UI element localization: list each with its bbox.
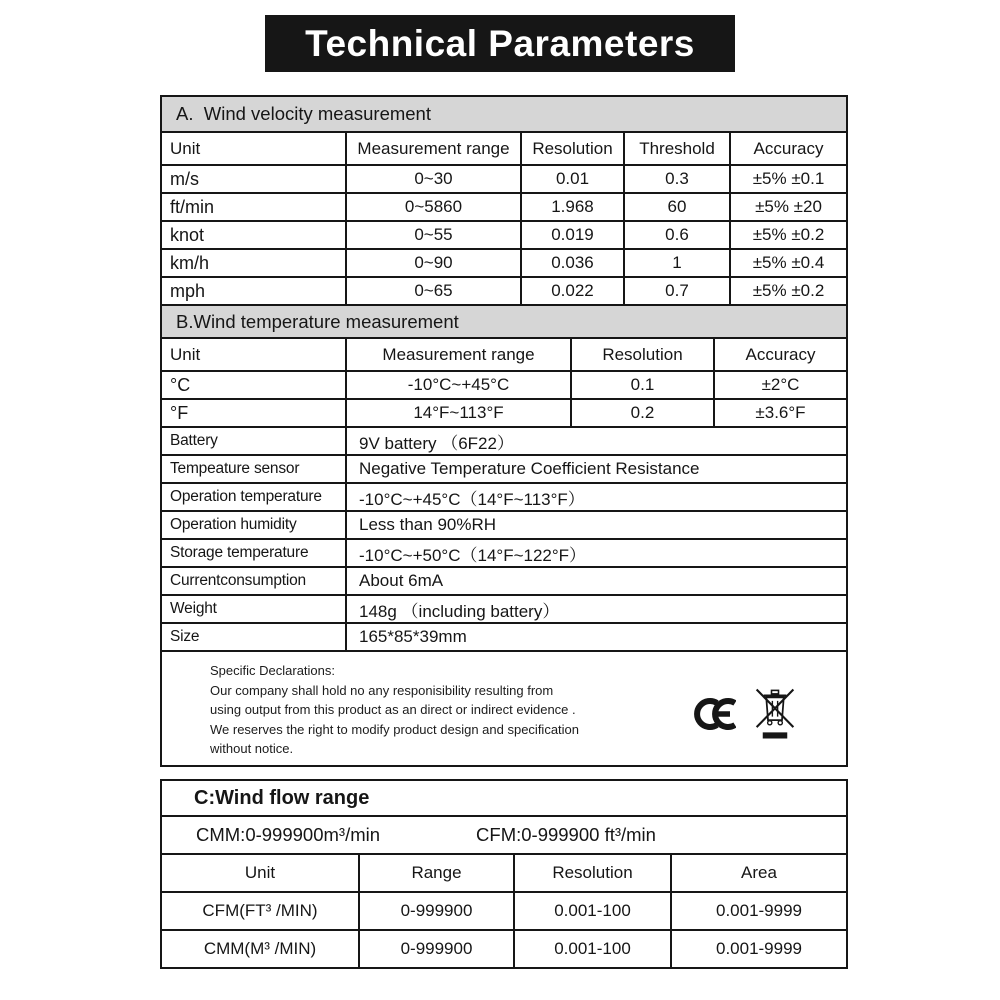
spec-value: 9V battery （6F22）	[359, 433, 514, 453]
cfm-range: CFM:0-999900 ft³/min	[476, 824, 656, 845]
area-cell: 0.001-9999	[715, 901, 803, 920]
cmm-range: CMM:0-999900m³/min	[196, 824, 381, 845]
table-row	[162, 891, 846, 929]
page-title	[265, 15, 735, 72]
wind-flow-ranges	[162, 815, 846, 853]
range-cell: 0~30	[347, 166, 522, 192]
table-row	[162, 398, 846, 426]
threshold-cell: 0.7	[625, 278, 731, 304]
range-cell: 14°F~113°F	[347, 400, 572, 426]
spec-table-main	[160, 95, 848, 767]
resolution-cell: 1.968	[522, 194, 625, 220]
unit-cell: ft/min	[162, 194, 347, 220]
threshold-cell: 60	[625, 194, 731, 220]
column-header: Unit	[162, 855, 360, 891]
spec-label: Currentconsumption	[162, 568, 347, 594]
weee-bin-icon	[754, 686, 796, 747]
spec-label: Tempeature sensor	[162, 456, 347, 482]
unit-cell: knot	[162, 222, 347, 248]
spec-value: About 6mA	[359, 571, 444, 590]
spec-row	[162, 426, 846, 454]
range-cell: 0-999900	[360, 931, 515, 967]
column-header: Resolution	[515, 855, 672, 891]
range-cell: 0~55	[347, 222, 522, 248]
declarations-block	[162, 650, 846, 763]
accuracy-cell: ±2°C	[761, 375, 800, 394]
range-cell: 0~5860	[347, 194, 522, 220]
spec-row	[162, 538, 846, 566]
declarations-line: without notice.	[210, 741, 294, 756]
accuracy-cell: ±5% ±0.2	[752, 281, 825, 300]
column-header: Resolution	[522, 133, 625, 164]
unit-cell: CFM(FT³ /MIN)	[162, 893, 360, 929]
unit-cell: CMM(M³ /MIN)	[162, 931, 360, 967]
range-cell: 0~65	[347, 278, 522, 304]
spec-value: 165*85*39mm	[359, 627, 467, 646]
spec-value: -10°C~+50°C（14°F~122°F）	[359, 545, 587, 565]
spec-row	[162, 482, 846, 510]
unit-cell: m/s	[162, 166, 347, 192]
declarations-line: using output from this product as an direct or indirect evidence .	[210, 702, 576, 717]
certification-icons	[686, 686, 796, 747]
column-header: Measurement range	[347, 339, 572, 370]
declarations-line: We reserves the right to modify product design and specification	[210, 721, 580, 737]
table-a-header-row	[162, 131, 846, 164]
ce-mark-icon	[686, 696, 736, 737]
threshold-cell: 0.3	[625, 166, 731, 192]
resolution-cell: 0.1	[572, 372, 715, 398]
column-header: Unit	[162, 339, 347, 370]
resolution-cell: 0.019	[522, 222, 625, 248]
unit-cell: °F	[162, 400, 347, 426]
resolution-cell: 0.2	[572, 400, 715, 426]
table-row	[162, 220, 846, 248]
range-cell: 0~90	[347, 250, 522, 276]
spec-row	[162, 510, 846, 538]
column-header: Range	[360, 855, 515, 891]
spec-row	[162, 454, 846, 482]
threshold-cell: 1	[625, 250, 731, 276]
spec-row	[162, 622, 846, 650]
unit-cell: °C	[162, 372, 347, 398]
column-header: Threshold	[625, 133, 731, 164]
section-c-heading: C:Wind flow range	[194, 786, 370, 809]
column-header: Accuracy	[745, 344, 816, 364]
range-cell: -10°C~+45°C	[347, 372, 572, 398]
column-header: Area	[741, 863, 777, 882]
resolution-cell: 0.01	[522, 166, 625, 192]
unit-cell: mph	[162, 278, 347, 304]
threshold-cell: 0.6	[625, 222, 731, 248]
table-row	[162, 164, 846, 192]
table-row	[162, 192, 846, 220]
table-row	[162, 370, 846, 398]
accuracy-cell: ±3.6°F	[755, 403, 806, 422]
table-row	[162, 929, 846, 967]
declarations-line: Our company shall hold no any responisibility resulting from	[210, 682, 554, 698]
area-cell: 0.001-9999	[715, 939, 803, 958]
table-c-header-row	[162, 853, 846, 891]
accuracy-cell: ±5% ±0.2	[752, 225, 825, 244]
spec-label: Storage temperature	[162, 540, 347, 566]
spec-label: Size	[162, 624, 347, 650]
spec-row	[162, 594, 846, 622]
resolution-cell: 0.036	[522, 250, 625, 276]
accuracy-cell: ±5% ±20	[755, 197, 822, 216]
resolution-cell: 0.001-100	[515, 931, 672, 967]
spec-label: Operation humidity	[162, 512, 347, 538]
spec-label: Operation temperature	[162, 484, 347, 510]
declarations-title: Specific Declarations:	[210, 663, 335, 678]
column-header: Measurement range	[347, 133, 522, 164]
spec-row	[162, 566, 846, 594]
spec-label: Weight	[162, 596, 347, 622]
spec-value: Negative Temperature Coefficient Resistance	[359, 459, 700, 478]
column-header: Resolution	[572, 339, 715, 370]
unit-cell: km/h	[162, 250, 347, 276]
accuracy-cell: ±5% ±0.1	[752, 169, 825, 188]
accuracy-cell: ±5% ±0.4	[752, 253, 825, 272]
column-header: Accuracy	[753, 138, 824, 158]
section-b-heading: B.Wind temperature measurement	[162, 304, 846, 337]
spec-label: Battery	[162, 428, 347, 454]
column-header: Unit	[162, 133, 347, 164]
spec-table-wind-flow	[160, 779, 848, 969]
range-cell: 0-999900	[360, 893, 515, 929]
resolution-cell: 0.001-100	[515, 893, 672, 929]
section-a-heading: A. Wind velocity measurement	[162, 97, 846, 131]
table-row	[162, 276, 846, 304]
page-title-text: Technical Parameters	[305, 22, 695, 64]
spec-value: -10°C~+45°C（14°F~113°F）	[359, 489, 585, 509]
table-row	[162, 248, 846, 276]
resolution-cell: 0.022	[522, 278, 625, 304]
spec-value: 148g （including battery）	[359, 601, 560, 621]
spec-value: Less than 90%RH	[359, 515, 497, 534]
table-b-header-row	[162, 337, 846, 370]
